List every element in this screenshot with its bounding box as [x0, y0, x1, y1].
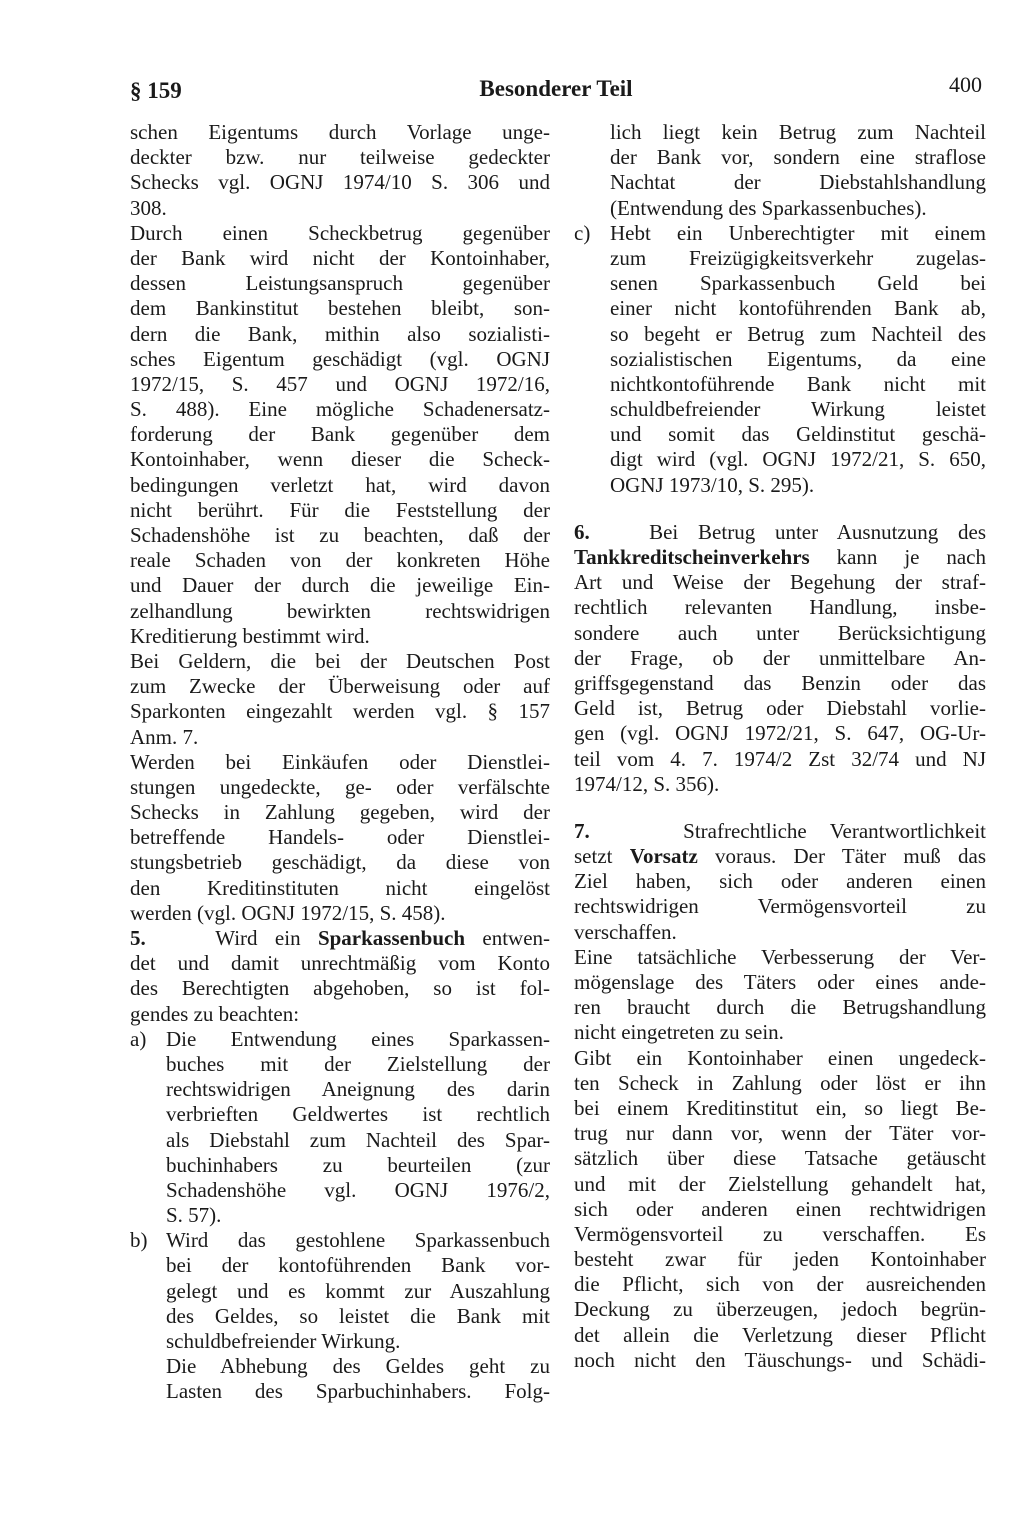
text-line: Die Abhebung des Geldes geht zu [166, 1354, 550, 1379]
text-line: Lasten des Sparbuchinhabers. Folg- [166, 1379, 550, 1404]
paragraph [130, 221, 550, 649]
list-label: c) [574, 220, 591, 245]
paragraph-number: 5. [130, 926, 146, 950]
text-line: dem Bankinstitut bestehen bleibt, son- [130, 296, 550, 321]
text-line: nichtkontoführende Bank nicht mit [610, 371, 986, 396]
text-line: werden (vgl. OGNJ 1972/15, S. 458). [130, 900, 446, 925]
text-line: des Berechtigten abgehoben, so ist fol- [130, 976, 550, 1001]
text-line: lich liegt kein Betrug zum Nachteil [610, 120, 986, 144]
text-line: und mit der Zielstellung gehandelt hat, [574, 1171, 986, 1196]
text-span: Wird ein [215, 926, 301, 950]
text-line: Eine tatsächliche Verbesserung der Ver- [574, 944, 986, 969]
text-line: sozialistischen Eigentums, da eine [610, 346, 986, 371]
text-line: Anm. 7. [130, 724, 199, 749]
text-line: Wird das gestohlene Sparkassenbuch [166, 1228, 550, 1253]
text-line: schen Eigentums durch Vorlage unge- [130, 120, 550, 144]
text-line: deckter bzw. nur teilweise gedeckter [130, 145, 550, 170]
text-line: Nachtat der Diebstahlshandlung [610, 170, 986, 195]
page-header [130, 72, 982, 106]
text-line: Hebt ein Unberechtigter mit einem [610, 220, 986, 245]
text-line: stungen ungedeckte, ge- oder verfälschte [130, 774, 550, 799]
text-line: zum Zwecke der Überweisung oder auf [130, 674, 550, 699]
text-line: so begeht er Betrug zum Nachteil des [610, 321, 986, 346]
text-line: zum Freizügigkeitsverkehr zugelas- [610, 245, 986, 270]
right-column [574, 120, 986, 1373]
text-line: Schadenshöhe ist zu beachten, daß der [130, 523, 550, 547]
text-line: und somit das Geldinstitut geschä- [610, 422, 986, 447]
list-item-a [130, 1027, 550, 1229]
list-item-b-continued [574, 120, 986, 221]
paragraph [574, 1046, 986, 1373]
text-line: dessen Leistungsanspruch gegenüber [130, 271, 550, 296]
text-line: Sparkonten eingezahlt werden vgl. § 157 [130, 699, 550, 724]
text-line: buchinhabers zu beurteilen (zur [166, 1152, 550, 1177]
text-line [130, 926, 550, 951]
spacer [574, 797, 986, 819]
paragraph [574, 945, 986, 1046]
text-line: sich oder anderen einen rechtwidrigen [574, 1196, 986, 1221]
text-line: und Dauer der durch die jeweilige Ein- [130, 573, 550, 598]
text-line: stungsbetrieb geschädigt, da diese von [130, 850, 550, 875]
text-line: nicht eingetreten zu sein. [574, 1020, 784, 1045]
text-line: den Kreditinstituten nicht eingelöst [130, 875, 550, 900]
text-line: Durch einen Scheckbetrug gegenüber [130, 220, 550, 245]
text-line: sondere auch unter Berücksichtigung [574, 620, 986, 645]
text-line: mögenslage des Täters oder eines ande- [574, 970, 986, 994]
text-line: Ziel haben, sich oder anderen einen [574, 869, 986, 894]
text-line: bedingungen verletzt hat, wird davon [130, 472, 550, 497]
text-line: besteht zwar für jeden Kontoinhaber [574, 1247, 986, 1272]
text-line: sches Eigentum geschädigt (vgl. OGNJ [130, 346, 550, 371]
text-line: rechtswidrigen Aneignung des darin [166, 1077, 550, 1102]
text-line: Vermögensvorteil zu verschaffen. Es [574, 1221, 986, 1246]
text-line: gelegt und es kommt zur Auszahlung [166, 1278, 550, 1303]
text-line: Werden bei Einkäufen oder Dienstlei- [130, 749, 550, 774]
text-line: S. 57). [166, 1203, 222, 1228]
text-line: sätzlich über diese Tatsache getäuscht [574, 1146, 986, 1171]
text-line: dern die Bank, mithin also sozialisti- [130, 321, 550, 346]
text-line: Kontoinhaber, wenn dieser die Scheck- [130, 447, 550, 472]
text-line: teil vom 4. 7. 1974/2 Zst 32/74 und NJ [574, 746, 986, 771]
text-line: Kreditierung bestimmt wird. [130, 623, 370, 648]
text-line: ten Scheck in Zahlung oder löst er ihn [574, 1070, 986, 1095]
text-line: Schecks vgl. OGNJ 1974/10 S. 306 und [130, 170, 550, 195]
paragraph-number: 6. [574, 519, 590, 544]
text-line: digt wird (vgl. OGNJ 1972/21, S. 650, [610, 447, 986, 472]
text-line: gendes zu beachten: [130, 1001, 300, 1026]
paragraph [130, 649, 550, 750]
paragraph-6 [574, 520, 986, 797]
text-line: 1972/15, S. 457 und OGNJ 1972/16, [130, 371, 550, 396]
text-line: betreffende Handels- oder Dienstlei- [130, 825, 550, 850]
text-line: gen (vgl. OGNJ 1972/21, S. 647, OG-Ur- [574, 721, 986, 746]
text-line: der Bank wird nicht der Kontoinhaber, [130, 245, 550, 270]
text-line: ren braucht durch die Betrugshandlung [574, 995, 986, 1020]
left-column [130, 120, 550, 1405]
text-line: verschaffen. [574, 919, 677, 944]
text-line: rechtswidrigen Vermögensvorteil zu [574, 894, 986, 919]
text-line [574, 844, 986, 869]
text-line: Art und Weise der Begehung der straf- [574, 570, 986, 595]
text-line: trug nur dann vor, wenn der Täter vor- [574, 1121, 986, 1146]
text-span: kann je nach [836, 545, 986, 569]
text-line: rechtlich relevanten Handlung, insbe- [574, 595, 986, 620]
text-line: (Entwendung des Sparkassenbuches). [610, 195, 927, 220]
list-label: b) [130, 1228, 148, 1253]
paragraph-number: 7. [574, 818, 590, 843]
text-line: schuldbefreiender Wirkung. [166, 1329, 401, 1353]
keyword: Tankkreditscheinverkehrs [574, 545, 810, 569]
text-line [574, 819, 986, 844]
text-line: als Diebstahl zum Nachteil des Spar- [166, 1127, 550, 1152]
text-line: Schecks in Zahlung gegeben, wird der [130, 800, 550, 825]
text-line: Deckung zu überzeugen, jedoch begrün- [574, 1297, 986, 1322]
text-line: Geld ist, Betrug oder Diebstahl vorlie- [574, 696, 986, 721]
text-span: Bei Betrug unter Ausnutzung des [649, 519, 986, 544]
text-span: setzt [574, 844, 613, 869]
text-line: bei einem Kreditinstitut ein, so liegt Be- [574, 1095, 986, 1120]
text-line [574, 520, 986, 545]
text-line: 308. [130, 195, 167, 220]
paragraph [130, 120, 550, 221]
list-label: a) [130, 1026, 147, 1051]
text-line: einer nicht kontoführenden Bank ab, [610, 296, 986, 321]
text-line: die Pflicht, sich von der ausreichenden [574, 1272, 986, 1297]
text-line: S. 488). Eine mögliche Schadenersatz- [130, 397, 550, 422]
running-title: Besonderer Teil [479, 76, 633, 101]
paragraph [130, 750, 550, 926]
text-line: det und damit unrechtmäßig vom Konto [130, 951, 550, 976]
text-line: griffsgegenstand das Benzin oder das [574, 670, 986, 695]
text-line: det allein die Verletzung dieser Pflicht [574, 1322, 986, 1347]
paragraph-7 [574, 819, 986, 945]
keyword: Vorsatz [629, 844, 698, 869]
section-number: § 159 [130, 78, 182, 103]
text-line: Gibt ein Kontoinhaber einen ungedeck- [574, 1045, 986, 1070]
text-line: des Geldes, so leistet die Bank mit [166, 1303, 550, 1328]
text-line: Schadenshöhe vgl. OGNJ 1976/2, [166, 1177, 550, 1202]
text-line: bei der kontoführenden Bank vor- [166, 1253, 550, 1278]
text-line [574, 545, 986, 570]
text-span: Strafrechtliche Verantwortlichkeit [683, 818, 986, 843]
text-line: OGNJ 1973/10, S. 295). [610, 472, 815, 497]
text-line: der Bank vor, sondern eine straflose [610, 145, 986, 170]
list-item-b [130, 1228, 550, 1404]
spacer [574, 498, 986, 520]
text-line: zelhandlung bewirkten rechtswidrigen [130, 598, 550, 623]
text-line: 1974/12, S. 356). [574, 771, 720, 796]
list-item-c [574, 221, 986, 498]
keyword: Sparkassenbuch [317, 926, 466, 950]
paragraph-5 [130, 926, 550, 1027]
text-span: voraus. Der Täter muß das [715, 844, 986, 869]
text-line: schuldbefreiender Wirkung leistet [610, 397, 986, 422]
page-number: 400 [949, 72, 982, 97]
text-line: Bei Geldern, die bei der Deutschen Post [130, 648, 550, 673]
text-line: verbrieften Geldwertes ist rechtlich [166, 1102, 550, 1127]
text-line: nicht berührt. Für die Feststellung der [130, 497, 550, 522]
text-line: senen Sparkassenbuch Geld bei [610, 271, 986, 296]
text-line: forderung der Bank gegenüber dem [130, 422, 550, 447]
text-line: buches mit der Zielstellung der [166, 1051, 550, 1076]
text-line: Die Entwendung eines Sparkassen- [166, 1026, 550, 1051]
text-span: entwen- [482, 926, 550, 950]
text-line: reale Schaden von der konkreten Höhe [130, 548, 550, 573]
text-line: der Frage, ob der unmittelbare An- [574, 645, 986, 670]
text-line: noch nicht den Täuschungs- und Schädi- [574, 1347, 986, 1372]
